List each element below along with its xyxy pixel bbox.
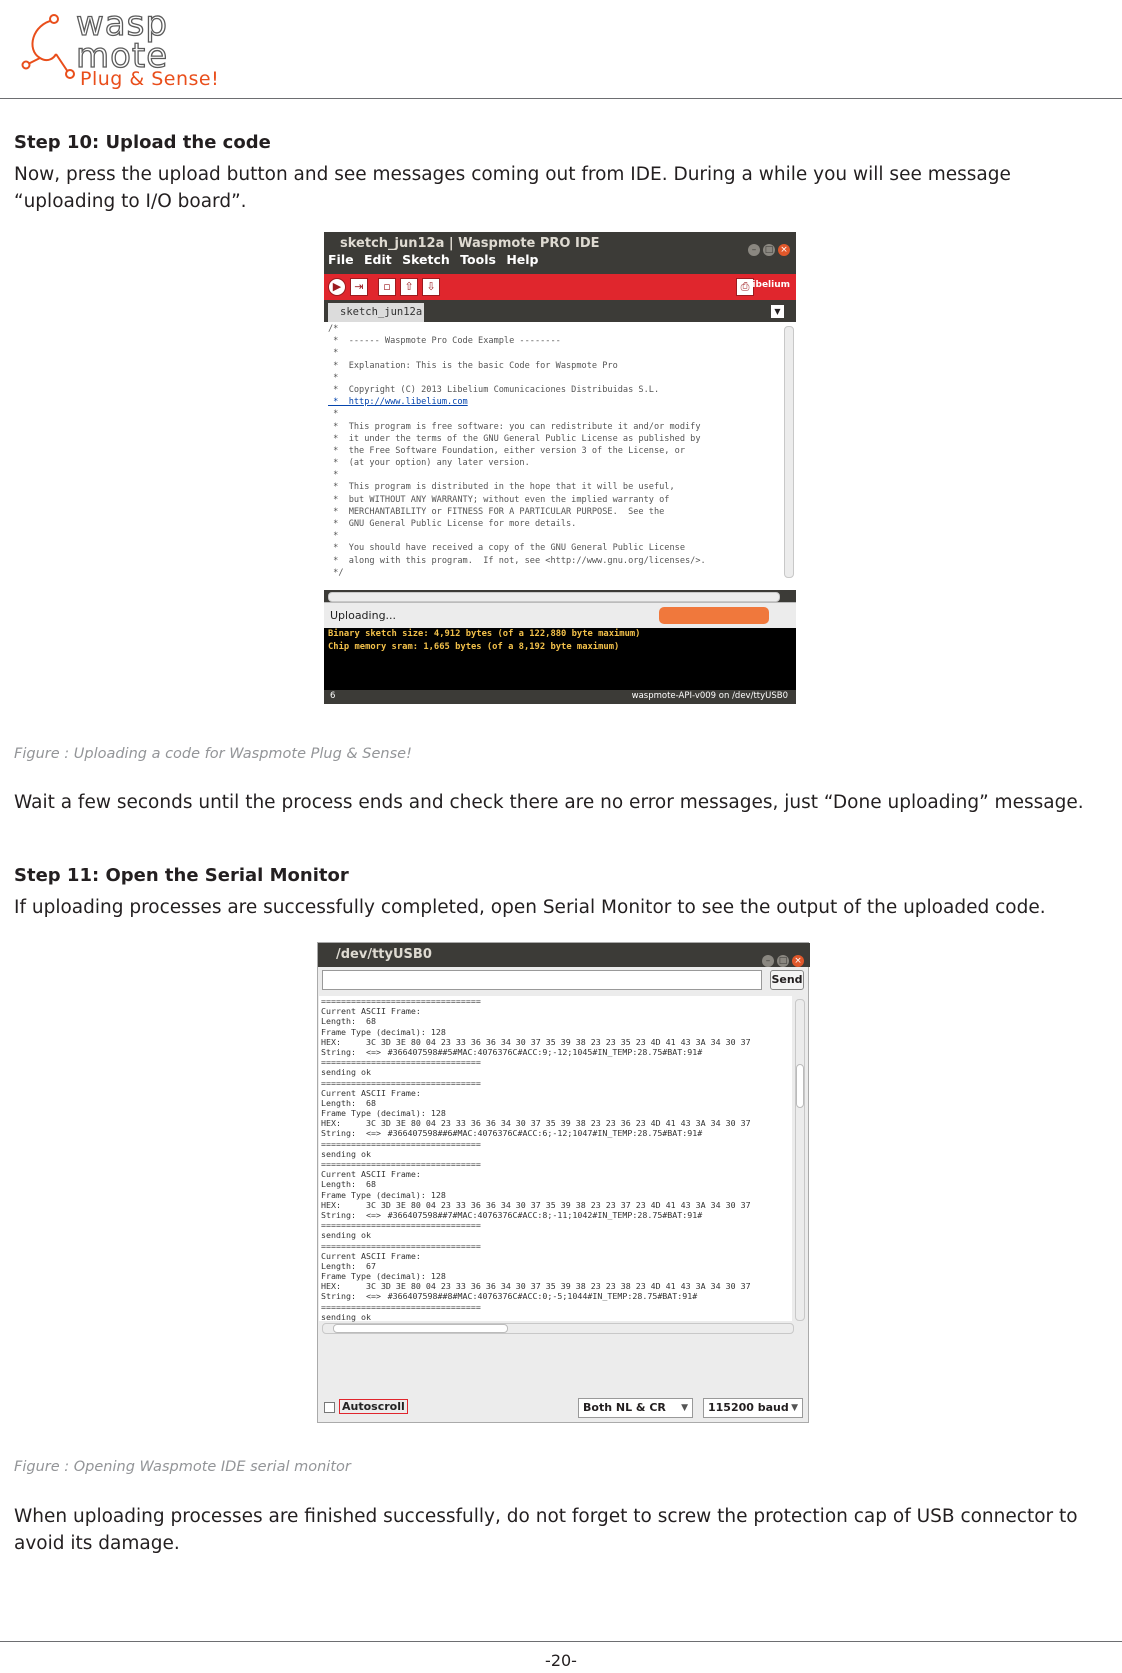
ide-console [324,628,796,690]
autoscroll-label[interactable]: Autoscroll [339,1399,408,1414]
console-line: Binary sketch size: 4,912 bytes (of a 122,880 byte maximum) [328,629,641,639]
serial-output-line: ================================ [321,1240,481,1251]
upload-status-text: Uploading... [330,609,397,622]
scroll-thumb[interactable] [796,1064,804,1108]
close-icon[interactable]: × [792,955,804,967]
menu-edit[interactable]: Edit [363,252,392,267]
code-editor[interactable] [324,322,796,590]
code-line: * Copyright (C) 2013 Libelium Comunicaciones Distribuidas S.L. [328,384,660,395]
ide-footer [324,690,796,704]
maximize-icon[interactable]: □ [778,956,788,966]
code-line: * http://www.libelium.com [328,397,468,408]
code-line: */ [328,567,344,578]
step11-text: If uploading processes are successfully completed, open Serial Monitor to see the output of the uploaded code. [14,897,1046,918]
code-line: * You should have received a copy of the GNU General Public License [328,543,685,554]
code-text [328,323,778,603]
serial-output-line: String: <=>#366407598##8#MAC:4076376C#ACC:0;-5;1044#IN_TEMP:28.75#BAT:91# [321,1291,698,1302]
ide-status-bar [324,602,796,629]
serial-output-line: ================================ [321,1057,481,1068]
serial-send-input[interactable] [322,970,762,990]
serial-output-line: sending ok [321,1311,371,1322]
code-line [328,579,778,591]
minimize-icon[interactable]: – [748,244,760,256]
new-icon[interactable]: ▫ [378,278,396,296]
serial-output-line: Length: 68 [321,1179,376,1190]
serial-output-line: HEX: 3C 3D 3E 80 04 23 33 36 36 34 30 37 35 39 38 23 23 35 23 4D 41 43 3A 34 30 37 [321,1036,751,1047]
serial-bottom-bar [318,1393,810,1423]
menu-help[interactable]: Help [506,252,539,267]
board-port: waspmote-API-v009 on /dev/ttyUSB0 [631,691,788,701]
serial-output-line: String: <=>#366407598##6#MAC:4076376C#ACC:6;-12;1047#IN_TEMP:28.75#BAT:91# [321,1128,703,1139]
step10-heading: Step 10: Upload the code [14,132,271,153]
upload-progress-bar [659,607,769,624]
code-line: * [328,470,339,481]
logo-wasp-text: wasp [76,4,168,44]
send-button[interactable]: Send [770,970,804,990]
serial-output-line: ================================ [321,1301,481,1312]
menu-tools[interactable]: Tools [460,252,496,267]
logo-tagline: Plug & Sense! [80,68,220,90]
autoscroll-checkbox[interactable] [324,1402,335,1413]
serial-output-line: ================================ [321,1159,481,1169]
code-line: * but WITHOUT ANY WARRANTY; without even the implied warranty of [328,494,670,505]
window-controls [759,948,804,967]
figure-caption-serial: Figure : Opening Waspmote IDE serial monitor [14,1459,351,1475]
serial-output-line: Current ASCII Frame: [321,1169,421,1180]
page-number: -20- [545,1651,577,1670]
serial-monitor-button[interactable]: ⎙ [736,278,754,296]
figure-caption-upload: Figure : Uploading a code for Waspmote Plug & Sense! [14,746,412,762]
code-line: * This program is distributed in the hope that it will be useful, [328,482,675,493]
serial-output-line: Frame Type (decimal): 128 [321,1271,446,1282]
serial-output-line: String: <=>#366407598##5#MAC:4076376C#ACC:9;-12;1045#IN_TEMP:28.75#BAT:91# [321,1046,703,1057]
ide-tabbar [324,300,796,322]
line-ending-value: Both NL & CR [583,1401,666,1414]
upload-button[interactable]: ⇥ [350,278,368,296]
code-line: * MERCHANTABILITY or FITNESS FOR A PARTICULAR PURPOSE. See the [328,506,665,517]
final-paragraph: When uploading processes are ﬁnished successfully, do not forget to screw the protection cap of USB connector to avoid its damage. [14,1506,1078,1554]
serial-output-line: Frame Type (decimal): 128 [321,1189,446,1200]
serial-output-line: sending ok [321,1230,371,1241]
serial-output-line: Length: 68 [321,1097,376,1108]
open-icon[interactable]: ⇧ [400,278,418,296]
code-line: * GNU General Public License for more details. [328,519,577,529]
code-line: * [328,531,339,542]
serial-window-title: /dev/ttyUSB0 [336,947,432,962]
serial-output [319,996,792,1321]
chevron-down-icon: ▼ [681,1403,688,1413]
minimize-icon[interactable]: – [762,955,774,967]
serial-horizontal-scrollbar[interactable] [322,1323,794,1334]
verify-button[interactable]: ▶ [328,278,346,296]
maximize-icon[interactable]: □ [764,245,774,255]
code-line: * along with this program. If not, see <http://www.gnu.org/licenses/>. [328,555,706,566]
footer-divider [0,1641,1122,1642]
editor-horizontal-scrollbar[interactable] [328,592,780,602]
serial-output-line: String: <=>#366407598##7#MAC:4076376C#ACC:8;-11;1042#IN_TEMP:28.75#BAT:91# [321,1209,703,1220]
scroll-thumb[interactable] [333,1324,508,1333]
code-line: * Explanation: This is the basic Code for Waspmote Pro [328,360,618,371]
tab-sketch[interactable]: sketch_jun12a [328,303,424,322]
serial-monitor-screenshot [317,942,809,1423]
serial-output-line: HEX: 3C 3D 3E 80 04 23 33 36 36 34 30 37 35 39 38 23 23 36 23 4D 41 43 3A 34 30 37 [321,1118,751,1129]
serial-vertical-scrollbar[interactable] [795,999,805,1321]
code-line: * This program is free software: you can redistribute it and/or modify [328,421,701,432]
code-line: * [328,409,339,420]
serial-output-line: ================================ [321,1138,481,1149]
ide-menubar [324,252,796,274]
save-icon[interactable]: ⇩ [422,278,440,296]
serial-output-line: HEX: 3C 3D 3E 80 04 23 33 36 36 34 30 37 35 39 38 23 23 37 23 4D 41 43 3A 34 30 37 [321,1199,751,1210]
line-ending-select[interactable] [578,1398,693,1418]
code-line: * [328,372,339,383]
ide-toolbar [324,274,796,300]
ide-screenshot [324,232,796,704]
serial-output-line: ================================ [321,996,481,1006]
serial-output-line: ================================ [321,1220,481,1231]
serial-output-line: sending ok [321,1148,371,1159]
serial-output-line: Current ASCII Frame: [321,1006,421,1017]
code-line: * ------ Waspmote Pro Code Example -------- [328,336,561,347]
serial-output-line: Frame Type (decimal): 128 [321,1026,446,1037]
tab-menu-icon[interactable]: ▼ [771,305,784,318]
serial-output-line: Length: 68 [321,1016,376,1027]
wait-paragraph: Wait a few seconds until the process ends and check there are no error messages, just “Done uploading” message. [14,792,1084,813]
code-line: * [328,348,339,359]
header-divider [0,98,1122,99]
step11-heading: Step 11: Open the Serial Monitor [14,865,349,886]
menu-sketch[interactable]: Sketch [402,252,450,267]
serial-output-line: Current ASCII Frame: [321,1087,421,1098]
baud-rate-select[interactable] [703,1398,803,1418]
serial-output-line: Frame Type (decimal): 128 [321,1108,446,1119]
code-line: * the Free Software Foundation, either version 3 of the License, or [328,445,685,456]
serial-output-line: sending ok [321,1067,371,1078]
baud-rate-value: 115200 baud [708,1401,789,1414]
console-line: Chip memory sram: 1,665 bytes (of a 8,192 byte maximum) [328,642,620,652]
libelium-logo: libelium [749,280,790,290]
serial-output-line: ================================ [321,1077,481,1088]
waspmote-logo [18,2,228,90]
serial-output-line: Current ASCII Frame: [321,1250,421,1261]
line-number: 6 [330,691,336,701]
ide-window-title: sketch_jun12a | Waspmote PRO IDE [340,236,600,251]
code-line: /* [328,324,339,334]
editor-vertical-scrollbar[interactable] [784,326,794,578]
code-line: * it under the terms of the GNU General Public License as published by [328,433,701,444]
menu-file[interactable]: File [328,252,354,267]
logo-mote-text: mote [76,36,169,76]
close-icon[interactable]: × [778,244,790,256]
code-line: * (at your option) any later version. [328,458,530,469]
chevron-down-icon: ▼ [791,1403,798,1413]
serial-output-line: Length: 67 [321,1260,376,1271]
serial-output-line: HEX: 3C 3D 3E 80 04 23 33 36 36 34 30 37 35 39 38 23 23 38 23 4D 41 43 3A 34 30 37 [321,1281,751,1292]
step10-text: Now, press the upload button and see messages coming out from IDE. During a while you will see message “uploading to I/O board”. [14,164,1011,212]
serial-window-titlebar [318,943,810,967]
